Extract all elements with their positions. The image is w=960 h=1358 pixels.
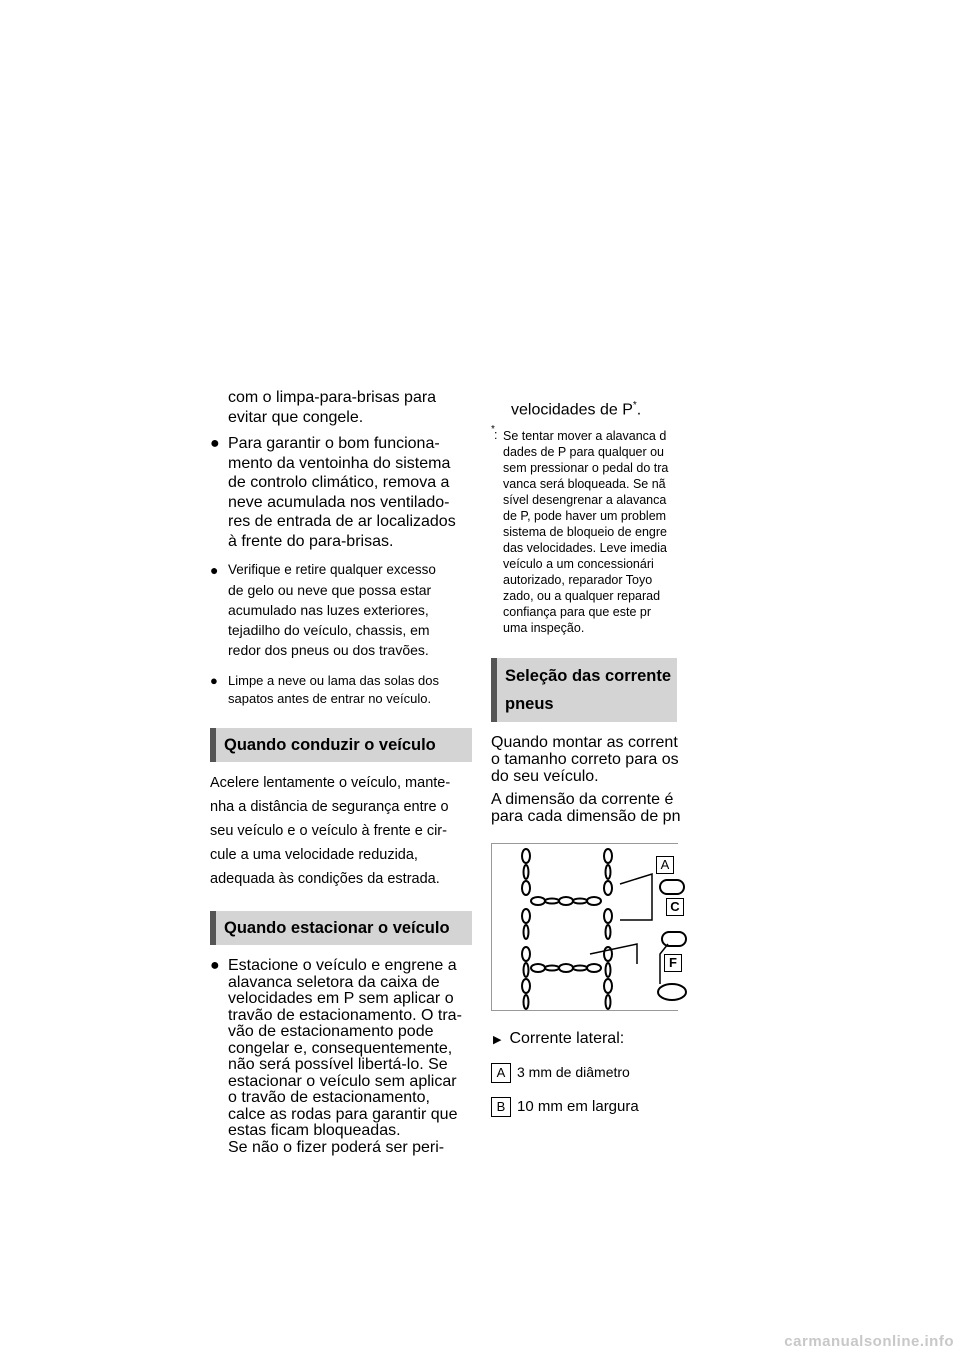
arrow-icon: ▶	[493, 1033, 502, 1046]
chains-paragraph-1	[491, 734, 677, 785]
text-line: estacionar o veículo sem aplicar	[228, 1072, 457, 1090]
chain-illustration	[492, 844, 678, 1010]
text-line: res de entrada de ar localizados	[228, 513, 456, 530]
text-line: confiança para que este pr	[503, 604, 652, 619]
text-line: sapatos antes de entrar no veículo.	[228, 691, 432, 706]
bullet-ice	[210, 560, 472, 660]
tire-chain-figure	[491, 843, 678, 1011]
text-line: sistema de bloqueio de engre	[503, 524, 668, 539]
text-line: à frente do para-brisas.	[228, 532, 394, 550]
driving-paragraph	[210, 771, 472, 891]
text-line: .	[636, 401, 642, 419]
bullet-vent	[210, 434, 472, 551]
bullet-icon: ●	[210, 673, 218, 688]
bullet-parking	[210, 958, 472, 1156]
text-line: nha a distância de segurança entre o	[210, 799, 449, 815]
text-line: veículo a um concessionári	[503, 556, 654, 571]
text-line: seu veículo e o veículo à frente e cir-	[210, 823, 447, 839]
text-line: Se não o fizer poderá ser peri-	[228, 1138, 445, 1156]
text-line: de controlo climático, remova a	[228, 474, 450, 491]
figure-label-c: C	[666, 898, 684, 916]
text-line: congelar e, consequentemente,	[228, 1039, 453, 1057]
text-line: adequada às condições da estrada.	[210, 871, 440, 887]
footnote	[491, 423, 677, 636]
side-chain-item	[491, 1029, 677, 1051]
text-line: Acelere lentamente o veículo, mante-	[210, 775, 451, 791]
superscript: *	[632, 400, 637, 411]
text-line: Seleção das corrente	[505, 666, 671, 685]
text-line: Verifique e retire qualquer excesso	[228, 562, 436, 577]
text-line: uma inspeção.	[503, 620, 585, 635]
label-b-row	[491, 1097, 677, 1117]
text-line: neve acumulada nos ventilado-	[228, 493, 450, 511]
text-line: pneus	[505, 694, 554, 713]
text-line: Para garantir o bom funciona-	[228, 435, 440, 452]
left-column	[210, 388, 472, 1156]
chains-paragraph-2	[491, 790, 681, 825]
text-line: redor dos pneus ou dos travões.	[228, 642, 429, 658]
text-line: zado, ou a qualquer reparad	[503, 588, 661, 603]
text-line: velocidades de P	[511, 401, 633, 419]
text-line: Se tentar mover a alavanca d	[503, 428, 667, 443]
text-line: com o limpa-para-brisas para	[228, 389, 437, 406]
text-line: evitar que congele.	[228, 408, 364, 426]
side-chain-label: Corrente lateral:	[509, 1029, 625, 1047]
text-line: não será possível libertá-lo. Se	[228, 1056, 448, 1073]
text-line: Quando montar as corrent	[491, 733, 678, 751]
text-line: velocidades em P sem aplicar o	[228, 990, 454, 1007]
bullet-icon: ●	[210, 957, 220, 974]
text-line: das velocidades. Leve imedia	[503, 540, 667, 555]
text-line: o tamanho correto para os	[491, 750, 679, 768]
text-line: estas ficam bloqueadas.	[228, 1122, 401, 1139]
text-line: o travão de estacionamento,	[228, 1089, 430, 1106]
bullet-shoes	[210, 672, 472, 708]
text-line: tejadilho do veículo, chassis, em	[228, 622, 430, 638]
figure-label-a: A	[656, 856, 674, 874]
text-line: de P, pode haver um problem	[503, 508, 667, 523]
text-line: sível desengrenar a alavanca	[503, 492, 667, 507]
text-line: mento da ventoinha do sistema	[228, 454, 451, 472]
text-line: do seu veículo.	[491, 767, 599, 785]
continued-paragraph-right	[491, 396, 677, 420]
watermark: carmanualsonline.info	[784, 1333, 954, 1350]
continued-paragraph	[210, 388, 472, 427]
bullet-icon: ●	[210, 562, 219, 578]
footnote-colon: :	[494, 427, 498, 442]
text-line: Limpe a neve ou lama das solas dos	[228, 673, 440, 688]
text-line: cule a uma velocidade reduzida,	[210, 847, 418, 863]
bullet-icon: ●	[210, 435, 220, 452]
text-line: calce as rodas para garantir que	[228, 1105, 458, 1123]
text-line: alavanca seletora da caixa de	[228, 973, 440, 991]
text-line: acumulado nas luzes exteriores,	[228, 602, 429, 618]
text-line: vanca será bloqueada. Se nã	[503, 476, 666, 491]
text-line: sem pressionar o pedal do tra	[503, 460, 669, 475]
heading-driving: Quando conduzir o veículo	[210, 728, 472, 762]
text-line: dades de P para qualquer ou	[503, 444, 665, 459]
text-line: A dimensão da corrente é	[491, 790, 674, 808]
label-b-box: B	[491, 1097, 511, 1117]
text-line: para cada dimensão de pn	[491, 807, 681, 825]
heading-parking: Quando estacionar o veículo	[210, 911, 472, 945]
text-line: vão de estacionamento pode	[228, 1023, 434, 1040]
right-column	[491, 396, 681, 1116]
text-line: de gelo ou neve que possa estar	[228, 582, 432, 598]
label-a-box: A	[491, 1063, 511, 1083]
text-line: travão de estacionamento. O tra-	[228, 1006, 462, 1024]
footnote-mark: *	[491, 423, 495, 435]
text-line: autorizado, reparador Toyo	[503, 572, 653, 587]
heading-chains	[491, 658, 677, 722]
text-line: Estacione o veículo e engrene a	[228, 957, 457, 974]
label-a-text: 3 mm de diâmetro	[517, 1064, 630, 1081]
figure-label-b: F	[664, 954, 682, 972]
label-a-row	[491, 1062, 677, 1083]
label-b-text: 10 mm em largura	[517, 1098, 639, 1116]
